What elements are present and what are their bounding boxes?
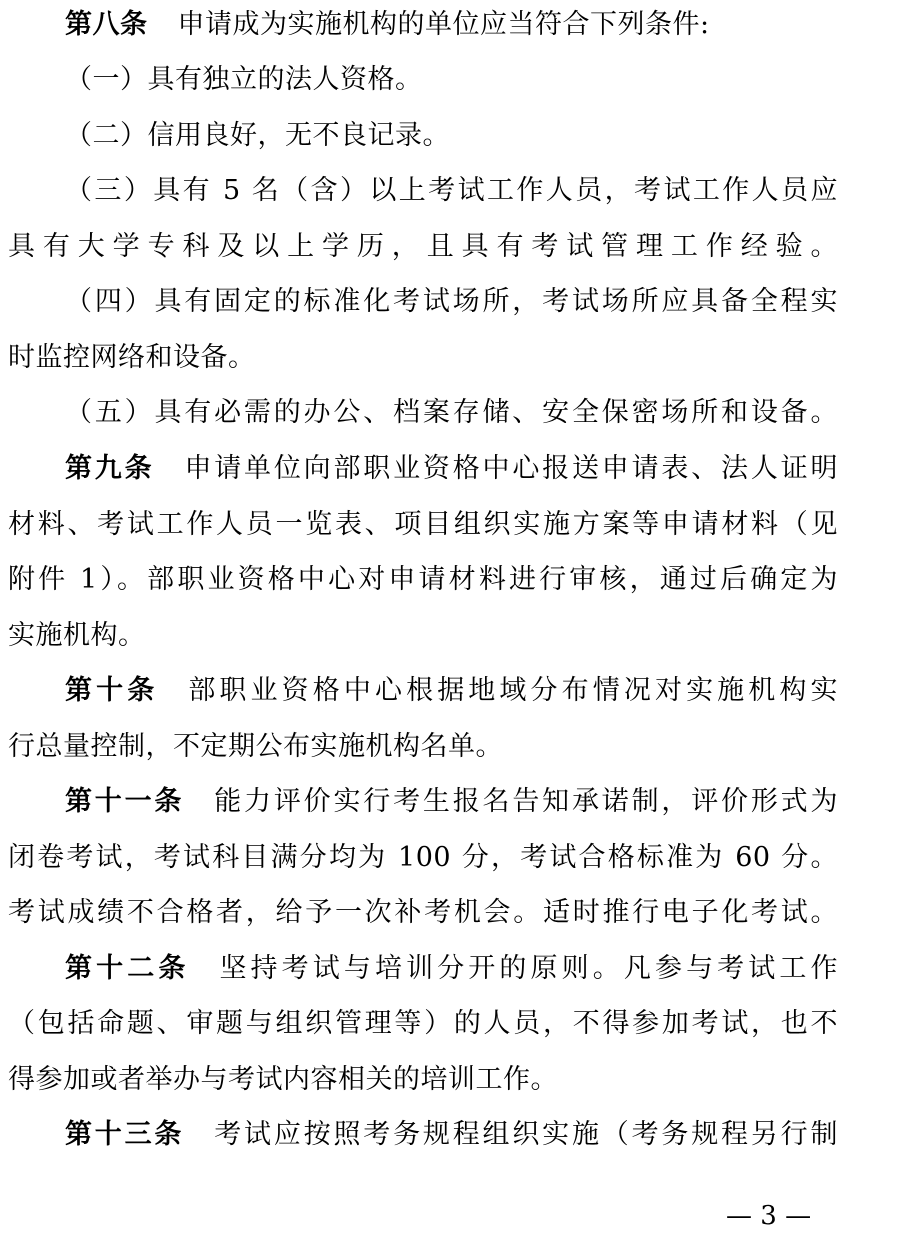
article8-item: （三）具有 5 名（含）以上考试工作人员，考试工作人员应 bbox=[65, 175, 838, 206]
article12-line: （包括命题、审题与组织管理等）的人员，不得参加考试，也不 bbox=[8, 1008, 838, 1039]
article9-text: 申请单位向部职业资格中心报送申请表、法人证明 bbox=[184, 453, 838, 484]
article8-item: （四）具有固定的标准化考试场所，考试场所应具备全程实 bbox=[65, 286, 838, 317]
article13-text: 考试应按照考务规程组织实施（考务规程另行制 bbox=[214, 1119, 838, 1150]
article10-heading: 第十条 bbox=[65, 675, 159, 706]
article9-heading: 第九条 bbox=[65, 453, 155, 484]
article13-heading: 第十三条 bbox=[65, 1119, 185, 1150]
article11-first-line bbox=[8, 782, 838, 822]
article11-heading: 第十一条 bbox=[65, 786, 185, 817]
article10-text: 部职业资格中心根据地域分布情况对实施机构实 bbox=[188, 675, 839, 706]
article9-line: 附件 1）。部职业资格中心对申请材料进行审核，通过后确定为 bbox=[8, 564, 838, 595]
article9-line: 材料、考试工作人员一览表、项目组织实施方案等申请材料（见 bbox=[8, 509, 838, 540]
article9-line: 实施机构。 bbox=[8, 620, 146, 651]
article8-item: （二）信用良好，无不良记录。 bbox=[65, 120, 450, 151]
page-number: — 3 — bbox=[726, 1201, 812, 1231]
article9-first-line bbox=[8, 449, 838, 489]
article8-item-continuation: 具有大学专科及以上学历，且具有考试管理工作经验。 bbox=[8, 231, 838, 262]
article12-heading: 第十二条 bbox=[65, 953, 190, 984]
article12-text: 坚持考试与培训分开的原则。凡参与考试工作 bbox=[219, 953, 839, 984]
article8-item-continuation: 时监控网络和设备。 bbox=[8, 342, 256, 373]
article8-text: 申请成为实施机构的单位应当符合下列条件: bbox=[177, 9, 710, 40]
article12-line: 得参加或者举办与考试内容相关的培训工作。 bbox=[8, 1064, 558, 1095]
article12-first-line bbox=[8, 949, 838, 989]
article8-first-line bbox=[8, 5, 838, 45]
article8-heading: 第八条 bbox=[65, 9, 148, 40]
article8-item: （一）具有独立的法人资格。 bbox=[65, 64, 423, 95]
article13-first-line bbox=[8, 1115, 838, 1155]
article11-line: 闭卷考试，考试科目满分均为 100 分，考试合格标准为 60 分。 bbox=[8, 842, 838, 873]
article11-text: 能力评价实行考生报名告知承诺制，评价形式为 bbox=[214, 786, 838, 817]
article10-line: 行总量控制，不定期公布实施机构名单。 bbox=[8, 731, 503, 762]
article8-item: （五）具有必需的办公、档案存储、安全保密场所和设备。 bbox=[65, 397, 838, 428]
article11-line: 考试成绩不合格者，给予一次补考机会。适时推行电子化考试。 bbox=[8, 897, 838, 928]
article10-first-line bbox=[8, 671, 838, 711]
